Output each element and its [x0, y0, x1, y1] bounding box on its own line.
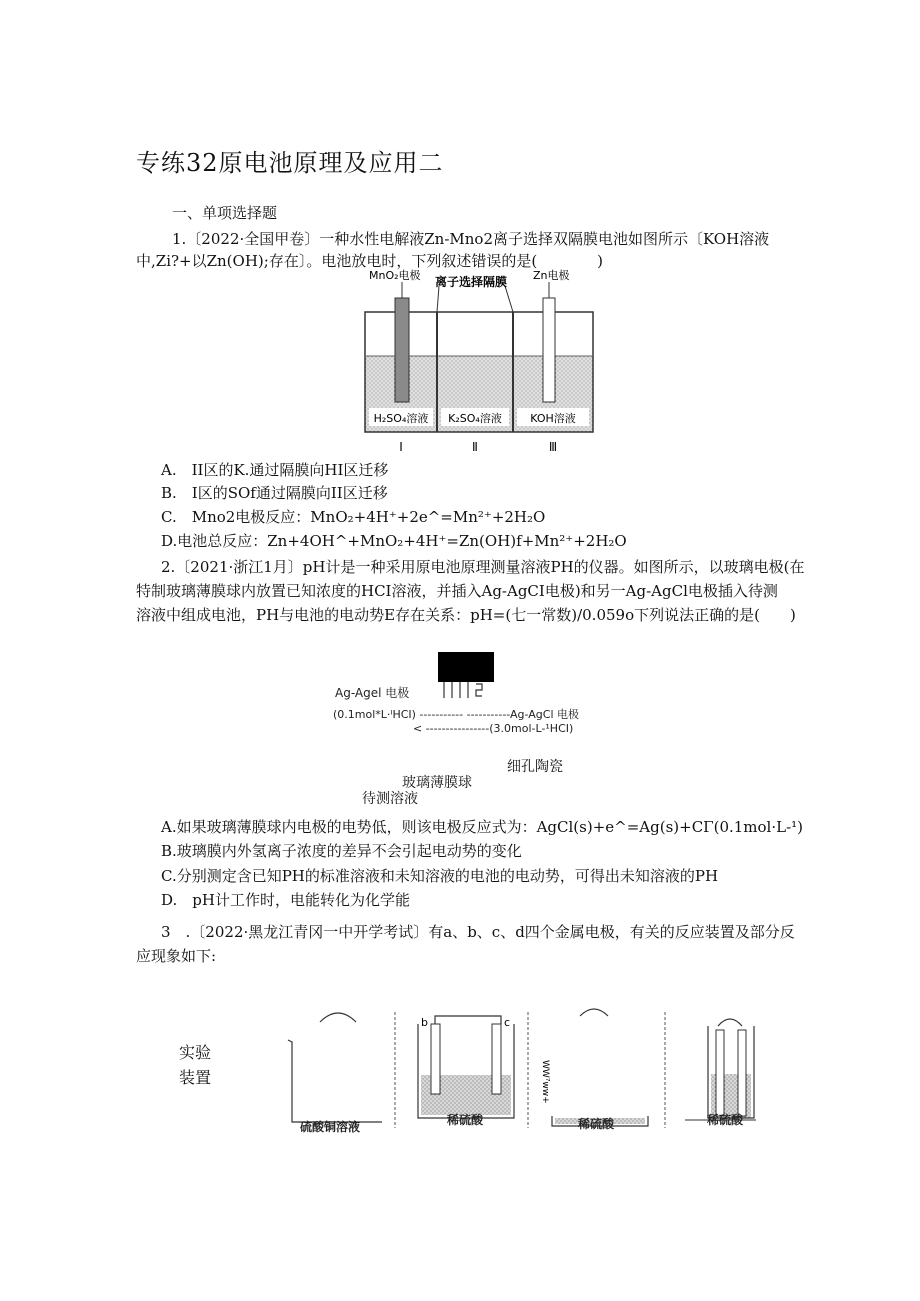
q1-stem-line2: 中,Zi?+以Zn(OH);存在〕。电池放电时，下列叙述错误的是( ) — [136, 252, 604, 270]
region-1-label: Ⅰ — [399, 440, 403, 454]
q2-stem-line3: 溶液中组成电池，PH与电池的电动势E存在关系：pH=(七一常数)/0.059o下列说法正确的是( ) — [136, 606, 796, 624]
fig2-label-6: 待测溶液 — [362, 791, 418, 807]
cell1-solution: H₂SO₄溶液 — [373, 412, 429, 425]
setup-4-beaker — [685, 1019, 756, 1120]
setup-1-beaker — [288, 1013, 382, 1122]
q3-apparatus-figure — [280, 1000, 770, 1135]
electrode-c-label: c — [504, 1016, 511, 1029]
probe-wire-5 — [476, 684, 482, 696]
setup-1-caption: 硫酸铜溶液 — [300, 1120, 361, 1134]
section-heading: 一、单项选择题 — [172, 204, 278, 222]
probe-head — [438, 652, 494, 682]
q1-option-a: A. II区的K.通过隔膜向HI区迁移 — [161, 461, 389, 479]
label-mno2-electrode: MnO₂电极 — [369, 269, 421, 282]
fig2-label-2: (0.1mol*L·ᴵHCI) ----------- -----------Ag-AgCl 电极 — [333, 708, 579, 721]
label-zn-electrode: Zn电极 — [533, 269, 570, 282]
page-title: 专练32原电池原理及应用二 — [136, 149, 444, 177]
membrane-leader-left — [437, 286, 439, 312]
fig2-label-3: < ----------------(3.0mol-L-¹HCI) — [413, 722, 574, 735]
cell2-solution: K₂SO₄溶液 — [448, 412, 502, 425]
q1-option-d: D.电池总反应：Zn+4OH^+MnO₂+4H⁺=Zn(OH)f+Mn²⁺+2H₂O — [161, 532, 627, 550]
setup-3-caption: 稀硫酸 — [578, 1117, 615, 1131]
wire-label: WW⁷ww+ — [540, 1060, 550, 1104]
q2-option-a: A.如果玻璃薄膜球内电极的电势低，则该电极反应式为：AgCl(s)+e^=Ag(s)+CΓ(0.1mol·L-¹) — [161, 818, 804, 836]
q1-battery-figure — [355, 268, 605, 458]
electrode-b-label: b — [421, 1016, 428, 1029]
experiment-label-line1: 实验 — [179, 1043, 212, 1062]
setup-2-beaker — [418, 1016, 514, 1118]
setup-3-beaker — [552, 1009, 648, 1126]
q2-stem-line2: 特制玻璃薄膜球内放置已知浓度的HCI溶液，并插入Ag-AgCI电极)和另一Ag-AgCl电极插入待测 — [136, 582, 778, 600]
q1-option-b: B. I区的SOf通过隔膜向II区迁移 — [161, 484, 388, 502]
q2-option-b: B.玻璃膜内外氢离子浓度的差异不会引起电动势的变化 — [161, 842, 522, 860]
q2-option-c: C.分别测定含已知PH的标准溶液和未知溶液的电池的电动势，可得出未知溶液的PH — [161, 867, 719, 885]
setup-4-caption: 稀硫酸 — [707, 1113, 744, 1127]
membrane-leader-right — [505, 286, 513, 312]
label-ion-membrane: 离子选择隔膜 — [435, 275, 508, 289]
region-2-label: Ⅱ — [472, 440, 478, 454]
fig2-label-4: 细孔陶瓷 — [507, 759, 563, 775]
q2-stem-line1: 2.〔2021·浙江1月〕pH计是一种采用原电池原理测量溶液PH的仪器。如图所示，以玻璃电极(在 — [161, 558, 805, 576]
q3-stem-line2: 应现象如下: — [136, 947, 217, 965]
setup-2-caption: 稀硫酸 — [447, 1113, 484, 1127]
mno2-electrode — [395, 298, 409, 402]
fig2-label-5: 玻璃薄膜球 — [402, 775, 472, 791]
region-3-label: Ⅲ — [548, 440, 558, 454]
q1-option-c: C. Mno2电极反应：MnO₂+4H⁺+2e^=Mn²⁺+2H₂O — [161, 508, 546, 526]
q2-option-d: D. pH计工作时，电能转化为化学能 — [161, 891, 410, 909]
q1-stem-line1: 1.〔2022·全国甲卷〕一种水性电解液Zn-Mno2离子选择双隔膜电池如图所示〔KOH溶液 — [172, 230, 770, 248]
zn-electrode — [543, 298, 555, 402]
fig2-label-1: Ag-Agel 电极 — [335, 686, 410, 700]
cell3-solution: KOH溶液 — [530, 412, 576, 425]
q3-stem-line1: 3 .〔2022·黑龙江青冈一中开学考试〕有a、b、c、d四个金属电极，有关的反应装置及部分反 — [161, 923, 795, 941]
ph-meter-probe — [430, 650, 500, 700]
experiment-label-line2: 装置 — [179, 1068, 212, 1087]
